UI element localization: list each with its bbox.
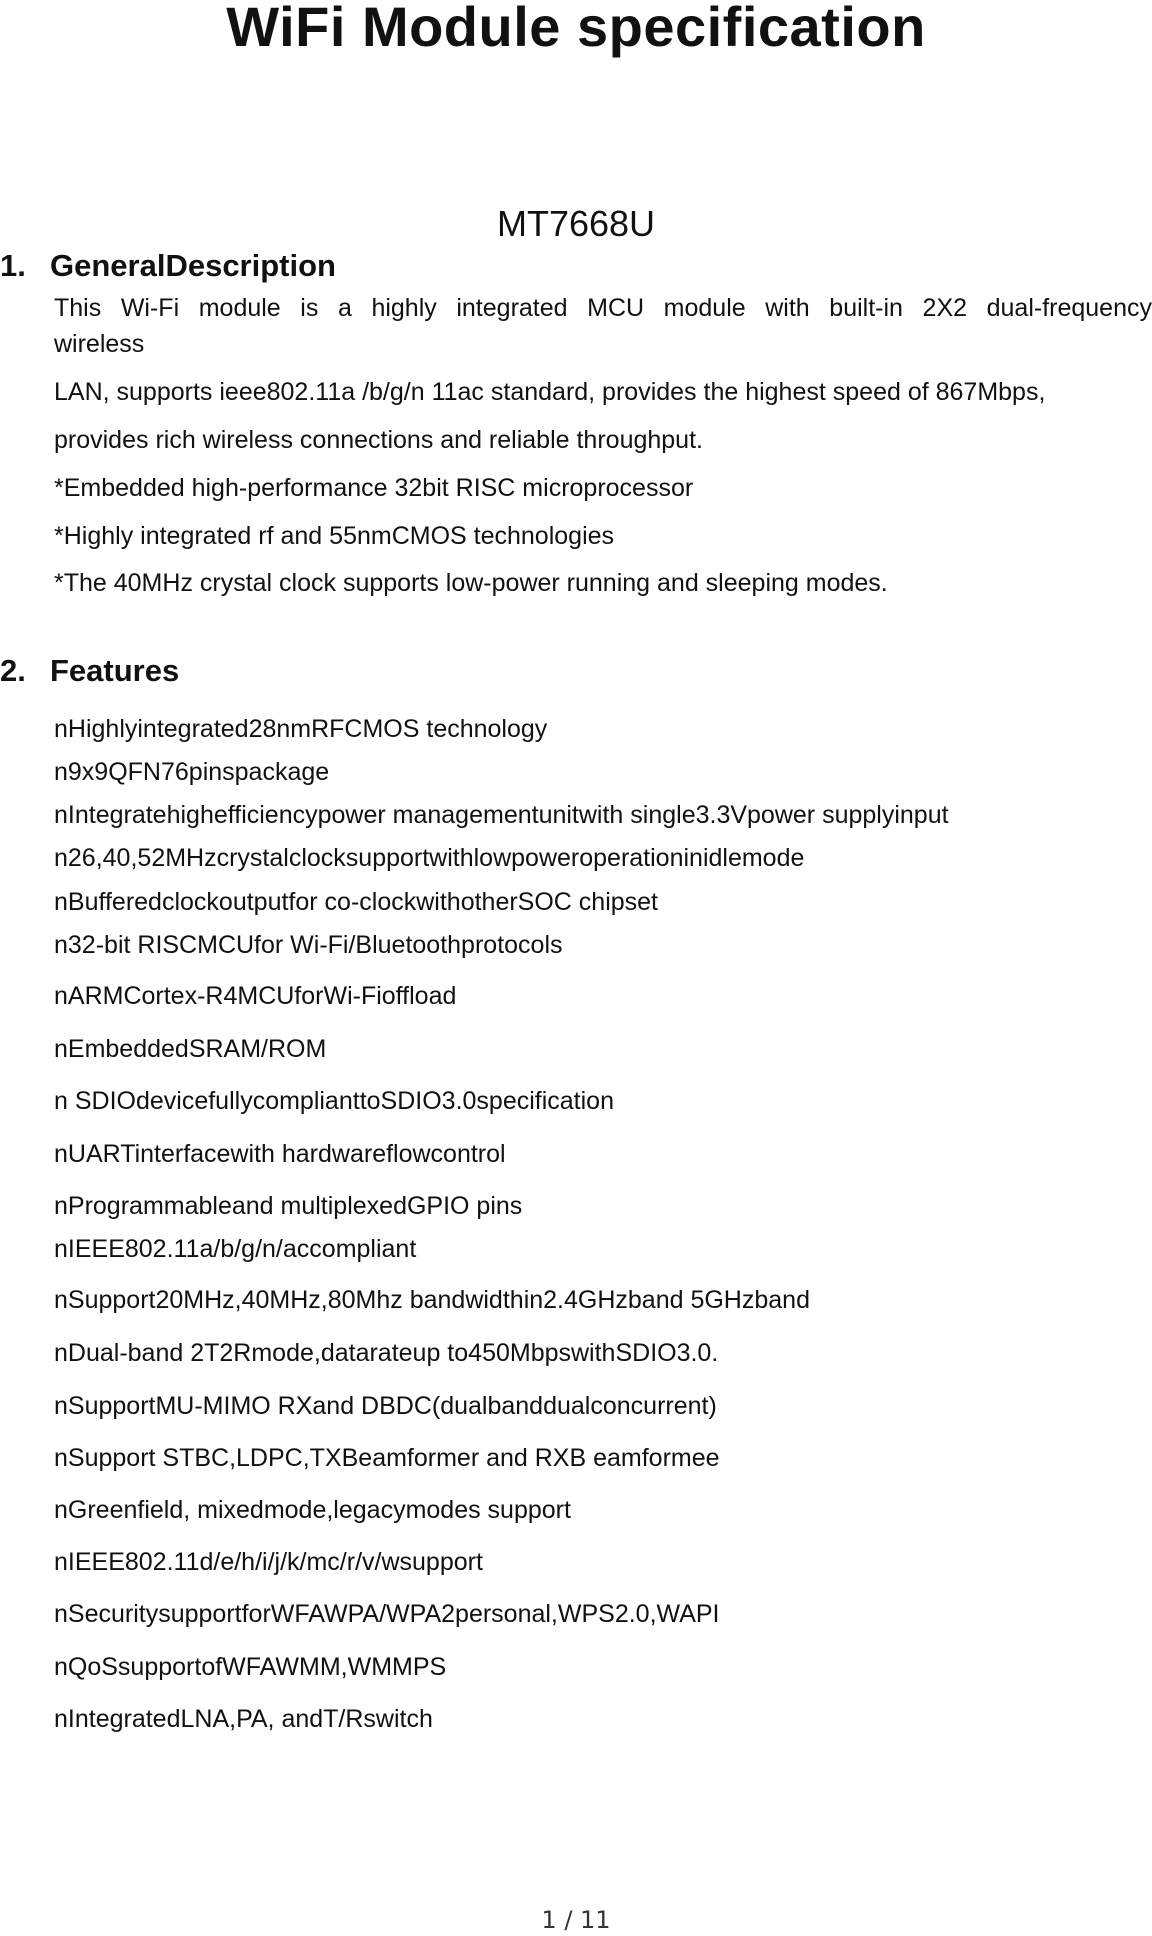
feature-item: nQoSsupportofWFAWMM,WMMPS xyxy=(54,1653,447,1681)
feature-item: nDual-band 2T2Rmode,datarateup to450MbpswithSDIO3.0. xyxy=(54,1339,719,1367)
feature-item: nUARTinterfacewith hardwareflowcontrol xyxy=(54,1140,506,1168)
description-line: *Embedded high-performance 32bit RISC microprocessor xyxy=(54,474,694,502)
feature-item: n9x9QFN76pinspackage xyxy=(54,758,330,786)
description-line: This Wi-Fi module is a highly integrated MCU module with built-in 2X2 dual-frequency xyxy=(54,294,1152,322)
description-line: provides rich wireless connections and reliable throughput. xyxy=(54,426,703,454)
section-number: 2. xyxy=(0,653,26,688)
description-line: wireless xyxy=(54,330,145,358)
feature-item: nSecuritysupportforWFAWPA/WPA2personal,WPS2.0,WAPI xyxy=(54,1600,720,1628)
feature-item: n SDIOdevicefullycomplianttoSDIO3.0specification xyxy=(54,1087,614,1115)
feature-item: nSupport20MHz,40MHz,80Mhz bandwidthin2.4GHzband 5GHzband xyxy=(54,1286,810,1314)
feature-item: nSupport STBC,LDPC,TXBeamformer and RXB eamformee xyxy=(54,1444,720,1472)
feature-item: nIEEE802.11a/b/g/n/accompliant xyxy=(54,1235,417,1263)
section-title: GeneralDescription xyxy=(50,248,336,283)
feature-item: n32-bit RISCMCUfor Wi-Fi/Bluetoothprotocols xyxy=(54,931,563,959)
feature-item: n26,40,52MHzcrystalclocksupportwithlowpoweroperationinidlemode xyxy=(54,844,805,872)
feature-item: nSupportMU-MIMO RXand DBDC(dualbanddualconcurrent) xyxy=(54,1392,717,1420)
model-number: MT7668U xyxy=(496,203,656,244)
section-heading-features xyxy=(0,652,179,689)
feature-item: nBufferedclockoutputfor co-clockwithotherSOC chipset xyxy=(54,888,659,916)
description-line: *The 40MHz crystal clock supports low-power running and sleeping modes. xyxy=(54,569,888,597)
feature-item: nGreenfield, mixedmode,legacymodes support xyxy=(54,1496,571,1524)
description-line: *Highly integrated rf and 55nmCMOS technologies xyxy=(54,522,615,550)
feature-item: nHighlyintegrated28nmRFCMOS technology xyxy=(54,715,548,743)
page-title: WiFi Module specification xyxy=(226,0,926,58)
section-heading-general-description xyxy=(0,247,336,284)
feature-item: nProgrammableand multiplexedGPIO pins xyxy=(54,1192,523,1220)
section-title: Features xyxy=(50,653,180,688)
feature-item: nEmbeddedSRAM/ROM xyxy=(54,1035,327,1063)
page-number: 1 / 11 xyxy=(541,1906,611,1934)
feature-item: nIEEE802.11d/e/h/i/j/k/mc/r/v/wsupport xyxy=(54,1548,483,1576)
section-number: 1. xyxy=(0,248,26,283)
feature-item: nIntegratehighefficiencypower managementunitwith single3.3Vpower supplyinput xyxy=(54,801,949,829)
feature-item: nIntegratedLNA,PA, andT/Rswitch xyxy=(54,1705,433,1733)
description-line: LAN, supports ieee802.11a /b/g/n 11ac standard, provides the highest speed of 867Mbps, xyxy=(54,378,1046,406)
feature-item: nARMCortex-R4MCUforWi-Fioffload xyxy=(54,982,457,1010)
